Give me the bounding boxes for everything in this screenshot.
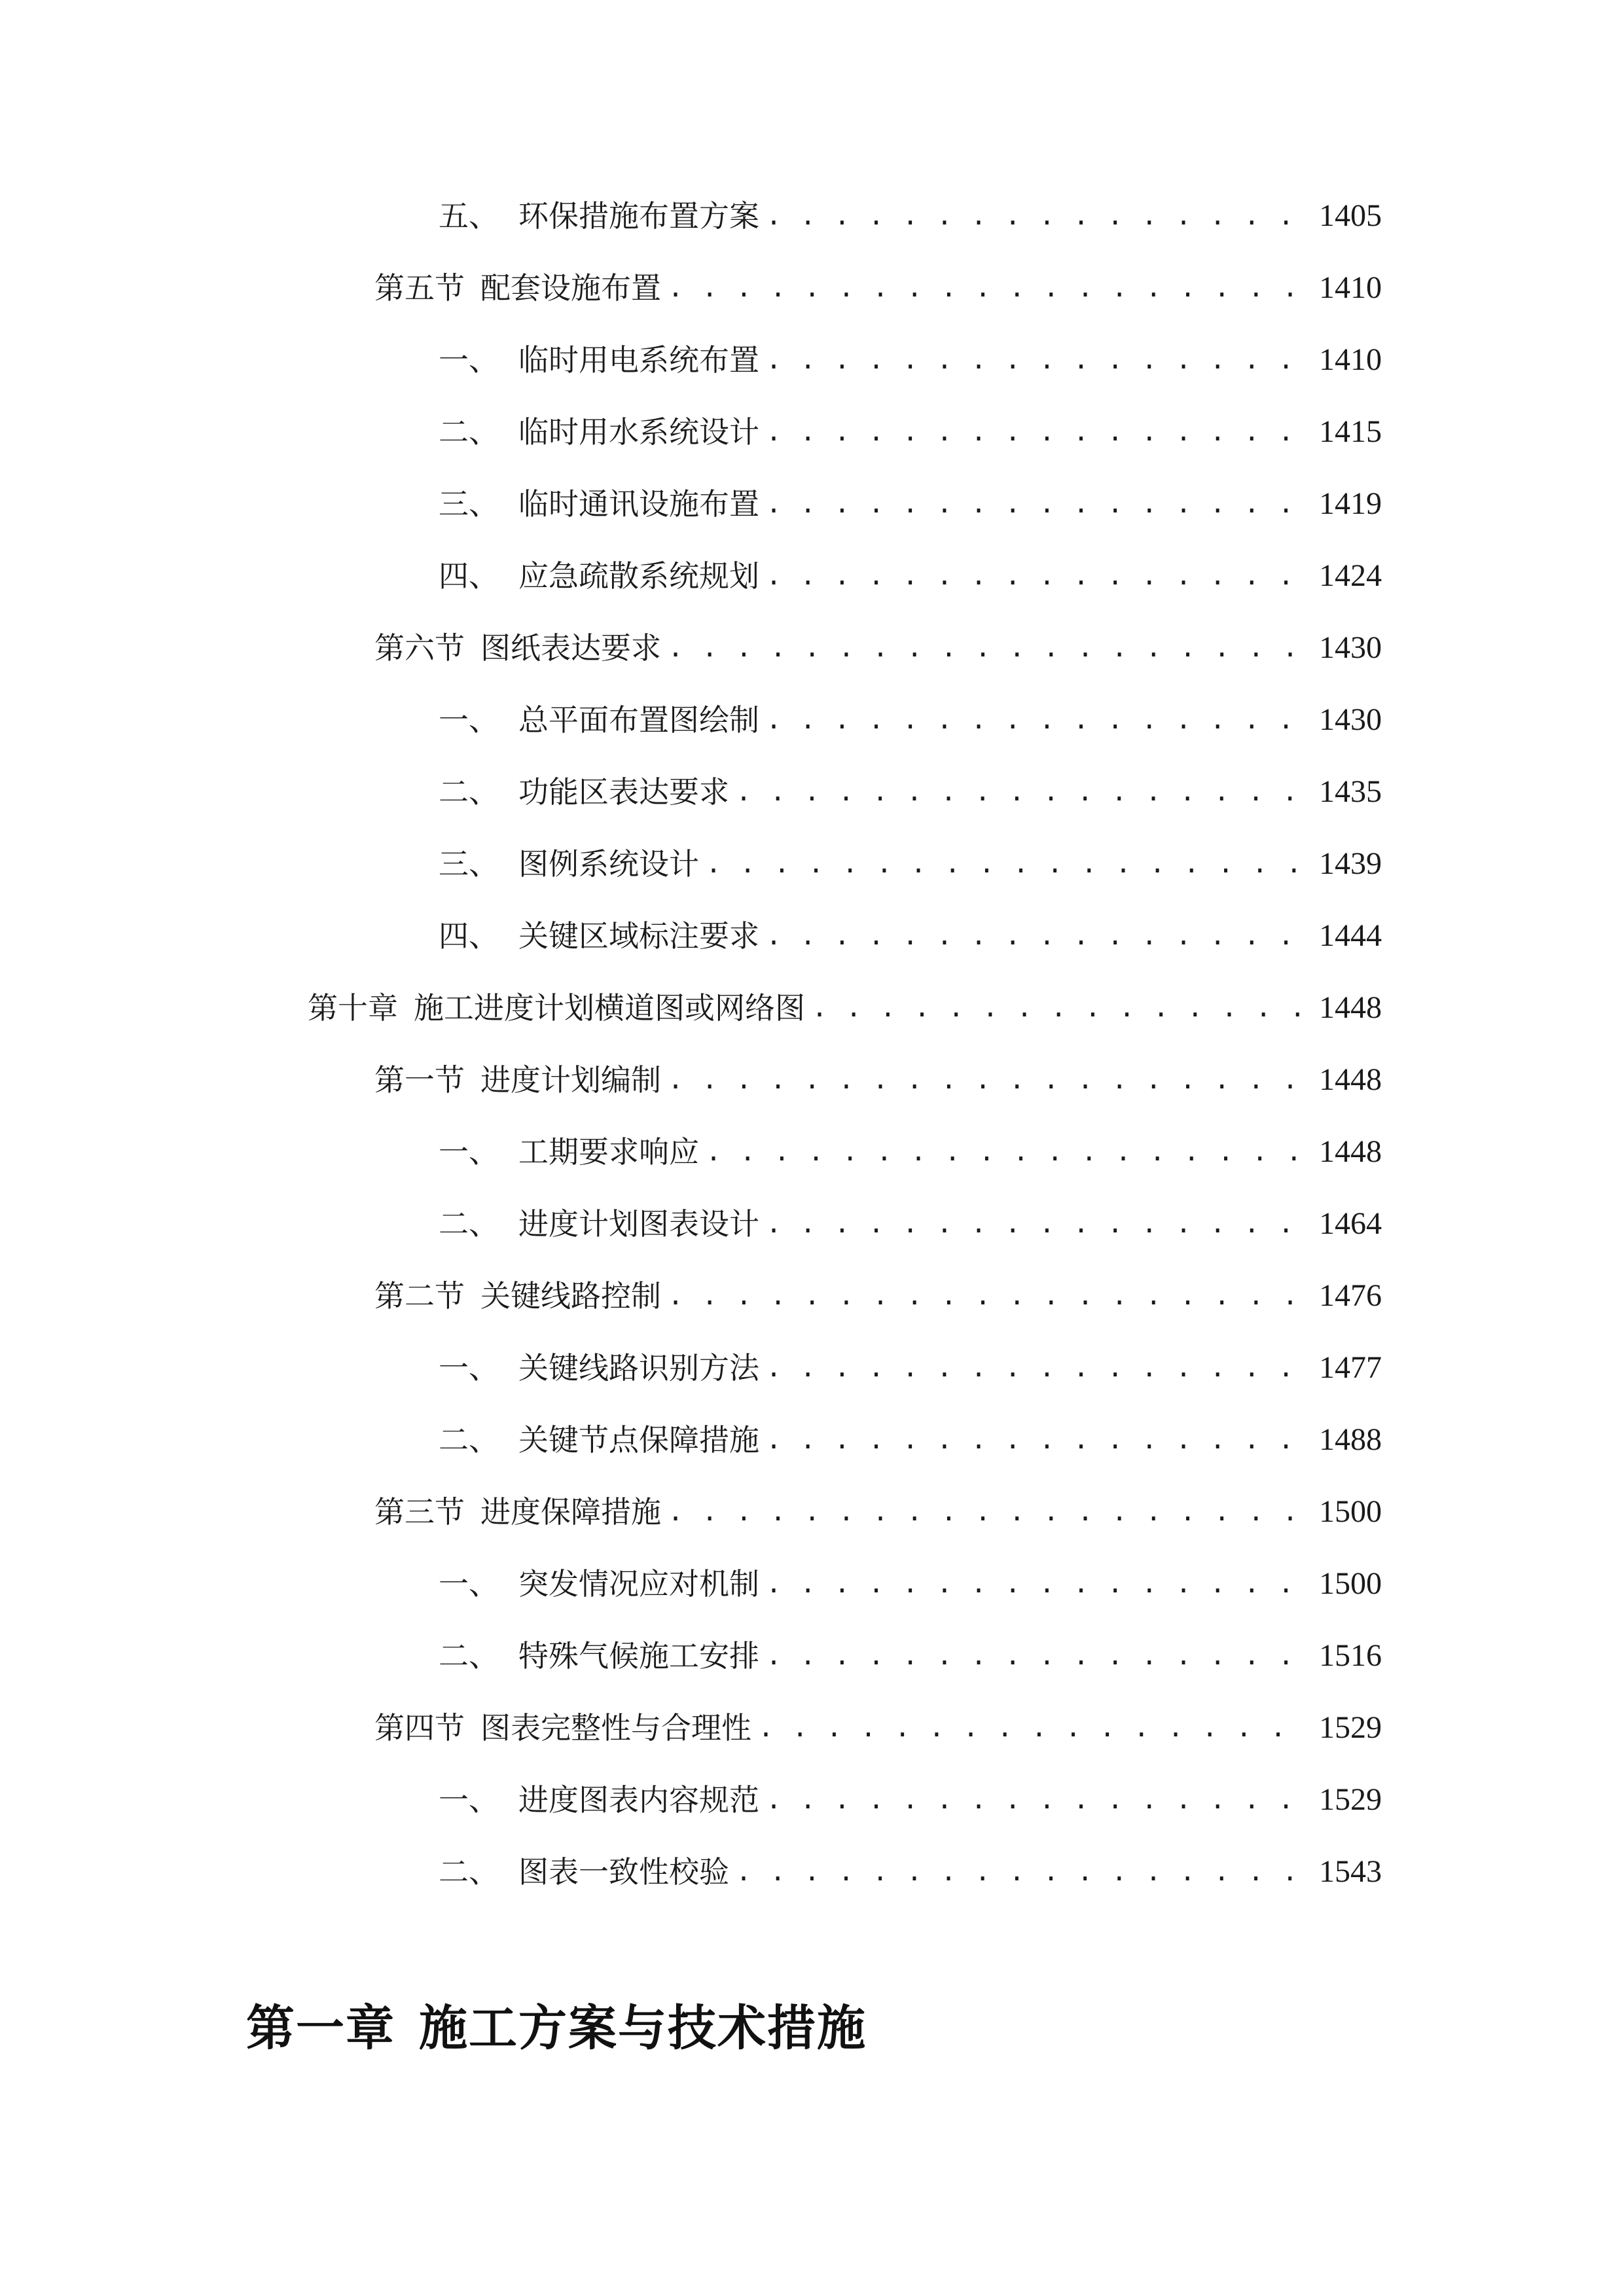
toc-entry-number: 第十章 (308, 990, 398, 1026)
toc-entry-number: 二、 (439, 1854, 499, 1890)
toc-entry-page: 1448 (1319, 1134, 1382, 1169)
toc-entry-page: 1448 (1319, 1062, 1382, 1097)
toc-entry[interactable] (439, 1630, 1382, 1682)
toc-dot-leader (766, 190, 1310, 242)
toc-entry-number: 第一节 (374, 1062, 465, 1098)
toc-entry[interactable] (439, 334, 1382, 386)
chapter-heading (246, 1990, 867, 2059)
toc-entry-title: 总平面布置图绘制 (518, 702, 759, 738)
toc-entry-number: 第三节 (374, 1494, 465, 1530)
toc-entry-title: 功能区表达要求 (518, 774, 729, 810)
toc-entry-title: 进度计划图表设计 (518, 1206, 759, 1242)
toc-dot-leader (766, 334, 1310, 386)
toc-dot-leader (758, 1702, 1310, 1754)
toc-entry-title: 图例系统设计 (518, 846, 699, 882)
toc-entry-page: 1430 (1319, 702, 1382, 737)
toc-entry-page: 1439 (1319, 846, 1382, 881)
toc-entry-number: 一、 (439, 1134, 499, 1170)
toc-dot-leader (766, 1342, 1310, 1394)
toc-entry-title: 工期要求响应 (518, 1134, 699, 1170)
toc-entry[interactable] (374, 1270, 1382, 1322)
toc-entry-page: 1543 (1319, 1854, 1382, 1889)
toc-dot-leader (766, 1414, 1310, 1466)
chapter-number: 第一章 (246, 2000, 395, 2056)
toc-entry-number: 二、 (439, 774, 499, 810)
toc-entry[interactable] (439, 190, 1382, 242)
toc-entry-number: 一、 (439, 1782, 499, 1818)
toc-dot-leader (766, 1198, 1310, 1250)
toc-entry[interactable] (439, 1198, 1382, 1250)
toc-dot-leader (766, 550, 1310, 602)
toc-dot-leader (668, 622, 1310, 674)
toc-entry-number: 四、 (439, 558, 499, 594)
toc-dot-leader (766, 1630, 1310, 1682)
toc-entry-title: 关键节点保障措施 (518, 1422, 759, 1458)
toc-entry-page: 1410 (1319, 270, 1382, 305)
toc-entry-page: 1488 (1319, 1422, 1382, 1457)
toc-entry-number: 二、 (439, 1206, 499, 1242)
toc-entry-number: 第六节 (374, 630, 465, 666)
toc-entry[interactable] (308, 982, 1382, 1034)
toc-entry-title: 关键线路识别方法 (518, 1350, 759, 1386)
toc-dot-leader (766, 1774, 1310, 1826)
toc-entry-title: 临时用电系统布置 (518, 342, 759, 378)
toc-entry[interactable] (374, 1486, 1382, 1538)
toc-entry-title: 图表一致性校验 (518, 1854, 729, 1890)
toc-entry-number: 第四节 (374, 1710, 465, 1746)
toc-entry[interactable] (439, 766, 1382, 818)
toc-entry-number: 第二节 (374, 1278, 465, 1314)
toc-entry-page: 1529 (1319, 1710, 1382, 1745)
toc-entry-title: 应急疏散系统规划 (518, 558, 759, 594)
toc-entry-page: 1430 (1319, 630, 1382, 665)
toc-entry-number: 五、 (439, 198, 499, 234)
toc-entry-number: 一、 (439, 342, 499, 378)
toc-entry[interactable] (374, 262, 1382, 314)
toc-entry[interactable] (439, 478, 1382, 530)
toc-entry-title: 突发情况应对机制 (518, 1566, 759, 1602)
toc-entry-title: 图表完整性与合理性 (480, 1710, 751, 1746)
toc-entry-page: 1516 (1319, 1638, 1382, 1673)
toc-entry[interactable] (439, 1414, 1382, 1466)
toc-entry[interactable] (439, 1342, 1382, 1394)
toc-entry-page: 1419 (1319, 486, 1382, 521)
toc-dot-leader (706, 838, 1310, 890)
toc-entry-number: 二、 (439, 1638, 499, 1674)
toc-entry-page: 1477 (1319, 1350, 1382, 1385)
toc-entry-title: 进度图表内容规范 (518, 1782, 759, 1818)
toc-entry[interactable] (439, 1774, 1382, 1826)
toc-entry[interactable] (439, 910, 1382, 962)
toc-entry-page: 1464 (1319, 1206, 1382, 1241)
toc-entry-title: 进度保障措施 (480, 1494, 661, 1530)
toc-entry-page: 1500 (1319, 1566, 1382, 1601)
toc-entry-title: 进度计划编制 (480, 1062, 661, 1098)
toc-entry-title: 关键区域标注要求 (518, 918, 759, 954)
toc-entry[interactable] (439, 694, 1382, 746)
toc-entry[interactable] (374, 622, 1382, 674)
toc-dot-leader (812, 982, 1310, 1034)
toc-entry-title: 临时通讯设施布置 (518, 486, 759, 522)
toc-entry-page: 1435 (1319, 774, 1382, 809)
toc-entry[interactable] (439, 838, 1382, 890)
toc-dot-leader (766, 1558, 1310, 1610)
toc-entry-number: 一、 (439, 1566, 499, 1602)
toc-entry[interactable] (439, 1846, 1382, 1898)
toc-entry-page: 1424 (1319, 558, 1382, 593)
toc-entry[interactable] (439, 1126, 1382, 1178)
toc-dot-leader (766, 478, 1310, 530)
toc-entry-number: 二、 (439, 414, 499, 450)
chapter-title: 施工方案与技术措施 (419, 2000, 867, 2056)
toc-entry-page: 1448 (1319, 990, 1382, 1025)
toc-dot-leader (766, 406, 1310, 458)
toc-entry-page: 1410 (1319, 342, 1382, 377)
toc-entry-page: 1444 (1319, 918, 1382, 953)
toc-entry[interactable] (439, 406, 1382, 458)
toc-entry[interactable] (374, 1054, 1382, 1106)
toc-entry-number: 三、 (439, 846, 499, 882)
toc-dot-leader (668, 262, 1310, 314)
toc-entry-page: 1500 (1319, 1494, 1382, 1529)
toc-entry[interactable] (439, 1558, 1382, 1610)
toc-entry-title: 关键线路控制 (480, 1278, 661, 1314)
toc-dot-leader (736, 1846, 1310, 1898)
toc-entry-number: 一、 (439, 1350, 499, 1386)
toc-dot-leader (736, 766, 1310, 818)
toc-entry-title: 临时用水系统设计 (518, 414, 759, 450)
toc-dot-leader (766, 694, 1310, 746)
toc-entry-page: 1476 (1319, 1278, 1382, 1313)
toc-entry-page: 1529 (1319, 1782, 1382, 1817)
toc-entry-title: 配套设施布置 (480, 270, 661, 306)
toc-entry[interactable] (374, 1702, 1382, 1754)
toc-entry-page: 1415 (1319, 414, 1382, 449)
toc-dot-leader (668, 1270, 1310, 1322)
toc-entry-number: 一、 (439, 702, 499, 738)
toc-entry[interactable] (439, 550, 1382, 602)
toc-dot-leader (706, 1126, 1310, 1178)
toc-dot-leader (668, 1486, 1310, 1538)
toc-dot-leader (668, 1054, 1310, 1106)
toc-entry-page: 1405 (1319, 198, 1382, 233)
toc-entry-title: 施工进度计划横道图或网络图 (414, 990, 805, 1026)
toc-entry-number: 二、 (439, 1422, 499, 1458)
toc-entry-number: 三、 (439, 486, 499, 522)
toc-dot-leader (766, 910, 1310, 962)
toc-entry-title: 环保措施布置方案 (518, 198, 759, 234)
toc-entry-title: 图纸表达要求 (480, 630, 661, 666)
toc-entry-number: 四、 (439, 918, 499, 954)
toc-entry-number: 第五节 (374, 270, 465, 306)
toc-entry-title: 特殊气候施工安排 (518, 1638, 759, 1674)
